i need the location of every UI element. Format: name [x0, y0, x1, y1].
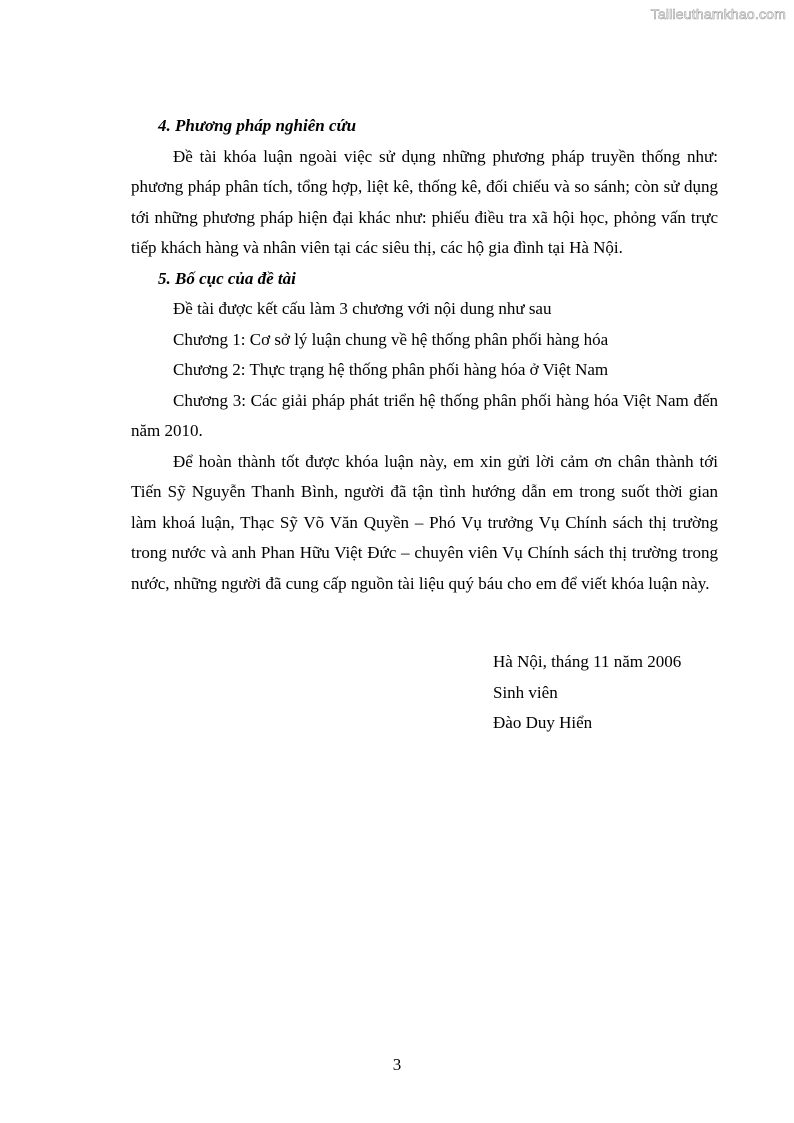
document-body	[131, 111, 718, 599]
signature-block	[493, 647, 681, 739]
paragraph-methods: Đề tài khóa luận ngoài việc sử dụng những phương pháp truyền thống như: phương pháp phân tích, tổng hợp, liệt kê, thống kê, đối chiếu và so sánh; còn sử dụng tới những phương pháp hiện đại khác như: phiếu điều tra xã hội học, phỏng vấn trực tiếp khách hàng và nhân viên tại các siêu thị, các hộ gia đình tại Hà Nội.	[131, 146, 718, 257]
structure-intro: Đề tài được kết cấu làm 3 chương với nội dung như sau	[173, 299, 552, 318]
chapter-1-line: Chương 1: Cơ sở lý luận chung về hệ thống phân phối hàng hóa	[173, 329, 609, 349]
signature-name: Đào Duy Hiển	[493, 713, 593, 732]
paragraph-acknowledgement: Để hoàn thành tốt được khóa luận này, em xin gửi lời cảm ơn chân thành tới Tiến Sỹ Nguyễn Thanh Bình, người đã tận tình hướng dẫn em trong suốt thời gian làm khoá luận, Thạc Sỹ Võ Văn Quyền – Phó Vụ trưởng Vụ Chính sách thị trường trong nước và anh Phan Hữu Việt Đức – chuyên viên Vụ Chính sách thị trường trong nước, những người đã cung cấp nguồn tài liệu quý báu cho em để viết khóa luận này.	[131, 451, 718, 593]
section-heading-methods: 4. Phương pháp nghiên cứu	[158, 116, 357, 135]
chapter-3-line: Chương 3: Các giải pháp phát triển hệ thống phân phối hàng hóa Việt Nam đến năm 2010.	[131, 390, 718, 440]
page-number: 3	[392, 1055, 402, 1074]
chapter-2-line: Chương 2: Thực trạng hệ thống phân phối hàng hóa ở Việt Nam	[173, 360, 609, 379]
watermark-text: Tailieuthamkhao.com	[650, 6, 786, 22]
signature-role: Sinh viên	[493, 682, 558, 702]
signature-place-date: Hà Nội, tháng 11 năm 2006	[493, 652, 682, 671]
section-heading-structure: 5. Bố cục của đề tài	[158, 268, 296, 288]
